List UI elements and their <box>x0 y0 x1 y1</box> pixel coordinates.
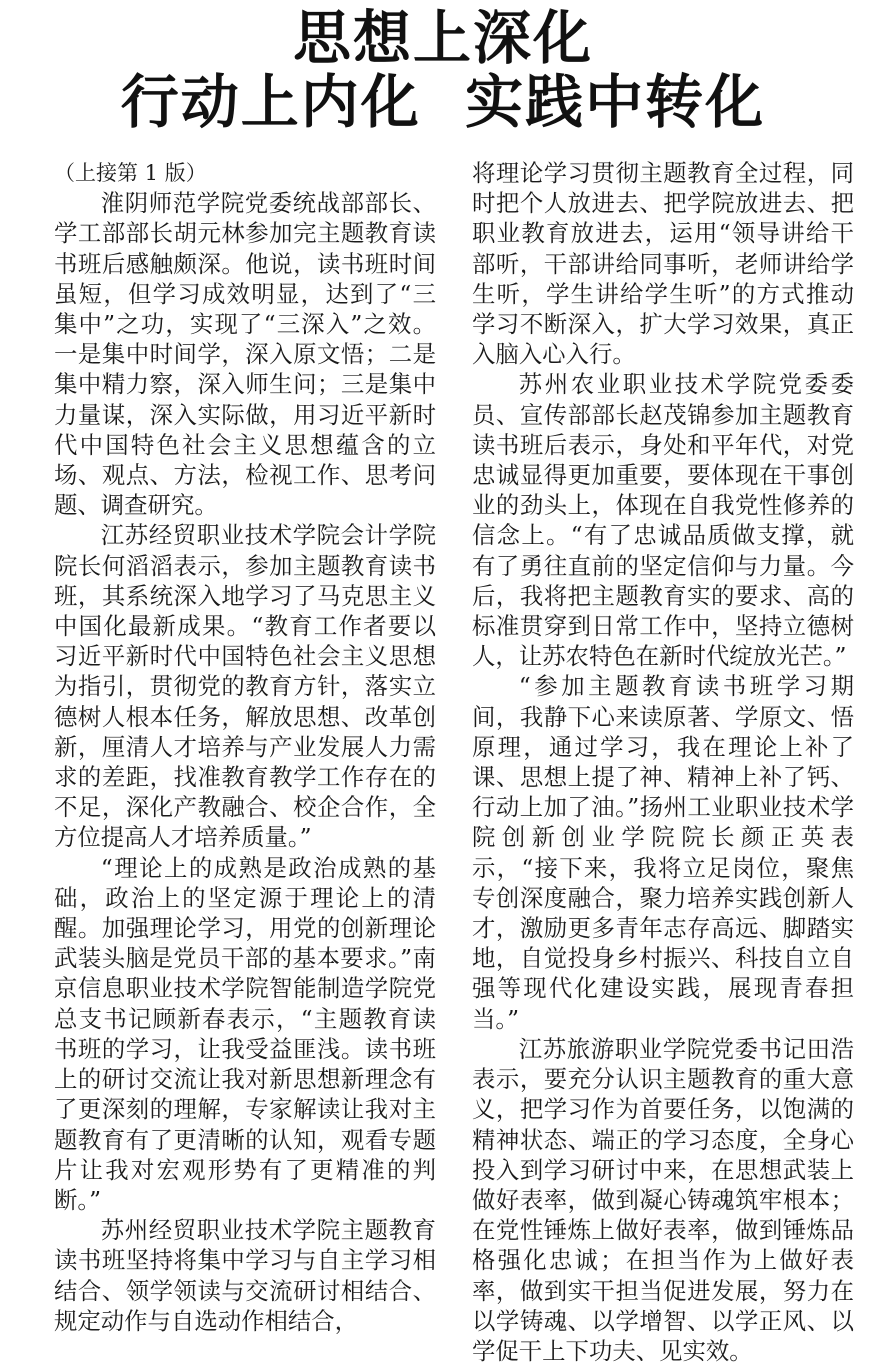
paragraph-nanjing-xinxi: “理论上的成熟是政治成熟的基础，政治上的坚定源于理论上的清醒。加强理论学习，用党的创新理论武装头脑是党员干部的基本要求。”南京信息职业技术学院智能制造学院党总支书记顾新春表示，“主题教育读书班的学习，让我受益匪浅。读书班上的研讨交流让我对新思想新理念有了更深刻的理解，专家解读让我对主题教育有了更清晰的认知，观看专题片让我对宏观形势有了更精准的判断。” <box>54 853 436 1214</box>
paragraph-huaiyin: 淮阴师范学院党委统战部部长、学工部部长胡元林参加完主题教育读书班后感触颇深。他说，读书班时间虽短，但学习成效明显，达到了“三集中”之功，实现了“三深入”之效。一是集中时间学，深入原文悟；二是集中精力察，深入师生问；三是集中力量谋，深入实际做，用习近平新时代中国特色社会主义思想蕴含的立场、观点、方法，检视工作、思考问题、调查研究。 <box>54 189 436 520</box>
paragraph-continuation: 将理论学习贯彻主题教育全过程，同时把个人放进去、把学院放进去、把职业教育放进去，运用“领导讲给干部听，干部讲给同事听，老师讲给学生听，学生讲给学生听”的方式推动学习不断深入，扩大学习效果，真正入脑入心入行。 <box>472 159 854 369</box>
left-column <box>54 158 436 1336</box>
continued-from-note: （上接第 1 版） <box>54 161 207 185</box>
headline-line-1: 思想上深化 <box>292 4 593 72</box>
headline-line-2: 行动上内化 实践中转化 <box>120 68 766 136</box>
paragraph-suzhou-nongye: 苏州农业职业技术学院党委委员、宣传部部长赵茂锦参加主题教育读书班后表示，身处和平年代，对党忠诚显得更加重要，要体现在干事创业的劲头上，体现在自我党性修养的信念上。“有了忠诚品质做支撑，就有了勇往直前的坚定信仰与力量。今后，我将把主题教育实的要求、高的标准贯穿到日常工作中，坚持立德树人，让苏农特色在新时代绽放光芒。” <box>472 370 854 671</box>
right-column <box>472 158 854 1366</box>
headline <box>0 6 886 134</box>
paragraph-jiangsu-lvyou: 江苏旅游职业学院党委书记田浩表示，要充分认识主题教育的重大意义，把学习作为首要任务，以饱满的精神状态、端正的学习态度，全身心投入到学习研讨中来，在思想武装上做好表率，做到凝心铸魂筑牢根本；在党性锤炼上做好表率，做到锤炼品格强化忠诚；在担当作为上做好表率，做到实干担当促进发展，努力在以学铸魂、以学增智、以学正风、以学促干上下功夫、见实效。 <box>472 1034 854 1365</box>
paragraph-yangzhou-gongye: “参加主题教育读书班学习期间，我静下心来读原著、学原文、悟原理，通过学习，我在理论上补了课、思想上提了神、精神上补了钙、行动上加了油。”扬州工业职业技术学院创新创业学院院长颜正英表示，“接下来，我将立足岗位，聚焦专创深度融合，聚力培养实践创新人才，激励更多青年志存高远、脚踏实地，自觉投身乡村振兴、科技自立自强等现代化建设实践，展现青春担当。” <box>472 672 854 1033</box>
paragraph-jiangsu-jingmao: 江苏经贸职业技术学院会计学院院长何滔滔表示，参加主题教育读书班，其系统深入地学习了马克思主义中国化最新成果。“教育工作者要以习近平新时代中国特色社会主义思想为指引，贯彻党的教育方针，落实立德树人根本任务，解放思想、改革创新，厘清人才培养与产业发展人力需求的差距，找准教育教学工作存在的不足，深化产教融合、校企合作，全方位提高人才培养质量。” <box>54 521 436 852</box>
paragraph-suzhou-jingmao: 苏州经贸职业技术学院主题教育读书班坚持将集中学习与自主学习相结合、领学领读与交流研讨相结合、规定动作与自选动作相结合， <box>54 1216 436 1335</box>
